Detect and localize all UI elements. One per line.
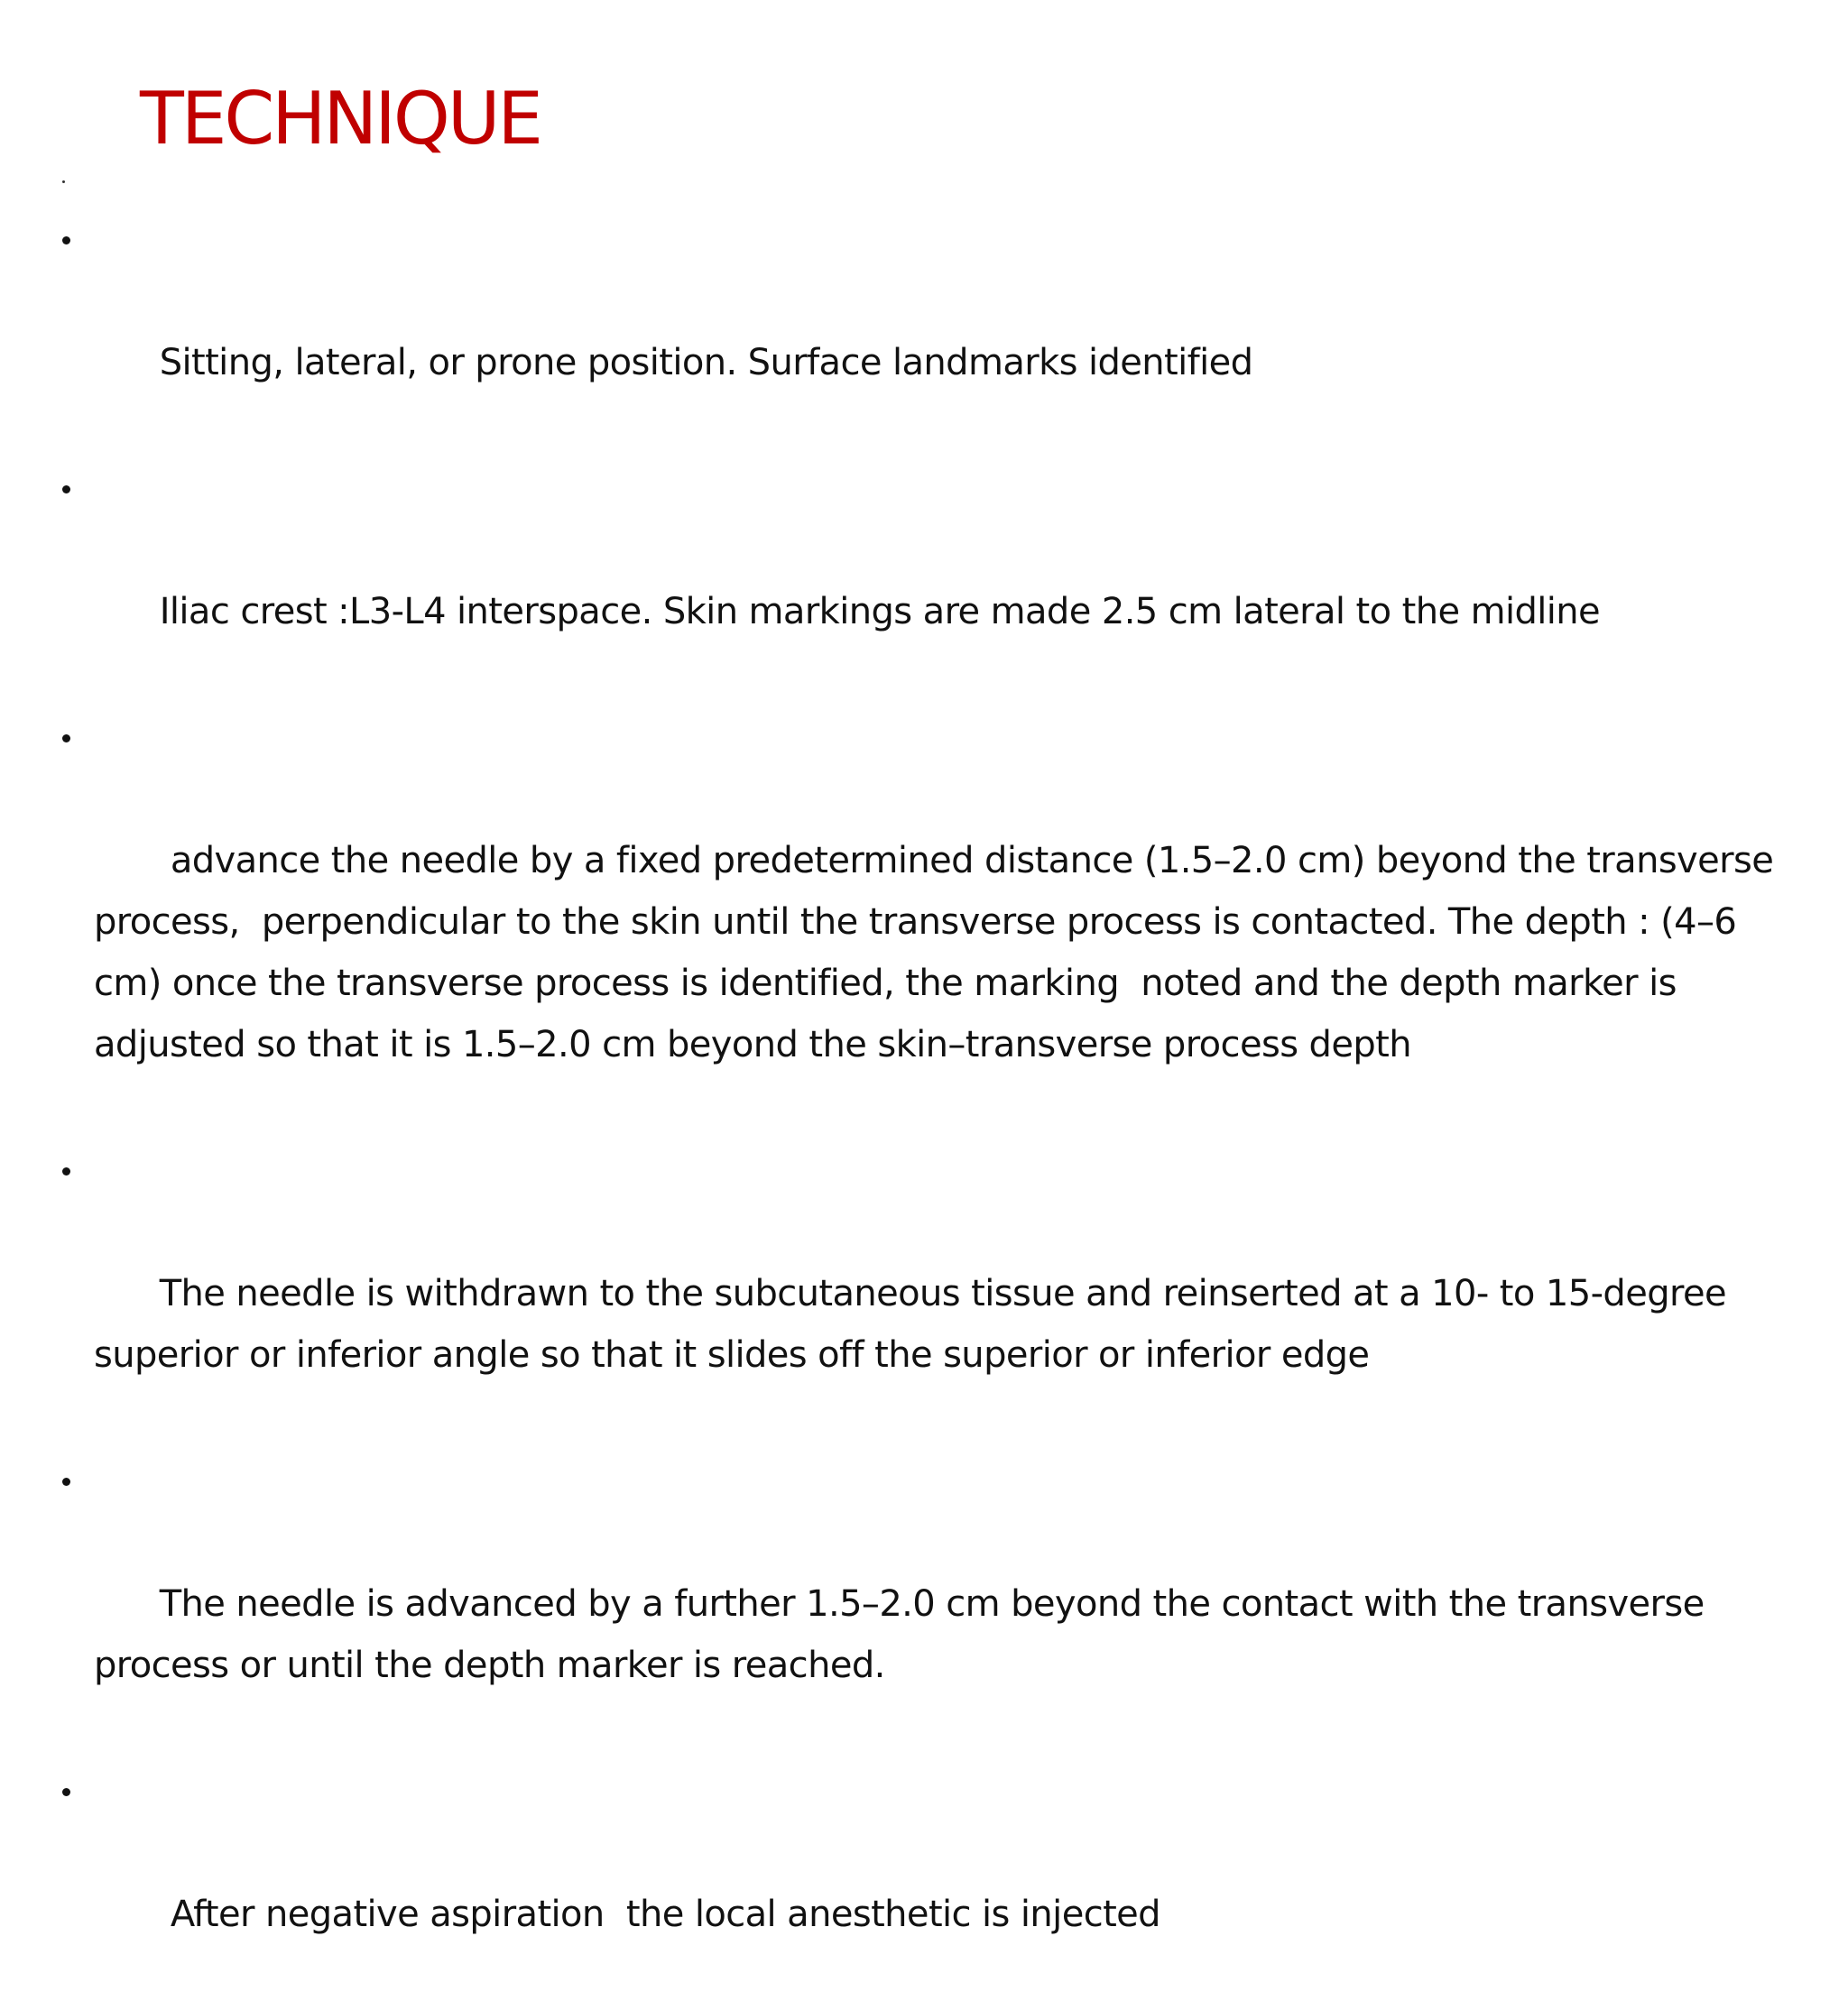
bullet-text: The needle is advanced by a further 1.5–2.0 cm beyond the contact with the transverse process or until the depth marker is reached.: [94, 1583, 1715, 1686]
bullet-list: [60, 209, 1785, 2010]
bullet-item: [60, 209, 1774, 455]
bullet-dot-icon: [62, 1788, 70, 1796]
bullet-item: [60, 458, 1774, 704]
bullet-text: advance the needle by a fixed predetermined distance (1.5–2.0 cm) beyond the transverse process, perpendicular to the skin until the transverse process is contacted. The depth : (4–6 cm) once the transverse process is identified, the marking noted and the depth marker is adjusted so that it is 1.5–2.0 cm beyond the skin–transverse process depth: [94, 840, 1785, 1065]
bullet-text: The needle is withdrawn to the subcutaneous tissue and reinserted at a 10- to 15-degree superior or inferior angle so that it slides off the superior or inferior edge: [94, 1273, 1738, 1376]
bullet-item: [60, 707, 1785, 1137]
bullet-text: After negative aspiration the local anesthetic is injected: [159, 1894, 1160, 1935]
bullet-dot-icon: [62, 485, 70, 493]
bullet-item: [60, 1761, 1774, 2006]
bullet-dot-icon: [62, 1478, 70, 1486]
bullet-item: [60, 1451, 1774, 1757]
bullet-dot-icon: [62, 1167, 70, 1176]
bullet-item: [60, 1140, 1774, 1447]
bullet-text: Sitting, lateral, or prone position. Surface landmarks identified: [159, 342, 1253, 383]
stray-dot: [62, 180, 65, 183]
bullet-dot-icon: [62, 734, 70, 742]
bullet-text: Iliac crest :L3-L4 interspace. Skin markings are made 2.5 cm lateral to the midline: [159, 591, 1601, 632]
bullet-dot-icon: [62, 236, 70, 244]
slide-title: TECHNIQUE: [140, 77, 541, 161]
